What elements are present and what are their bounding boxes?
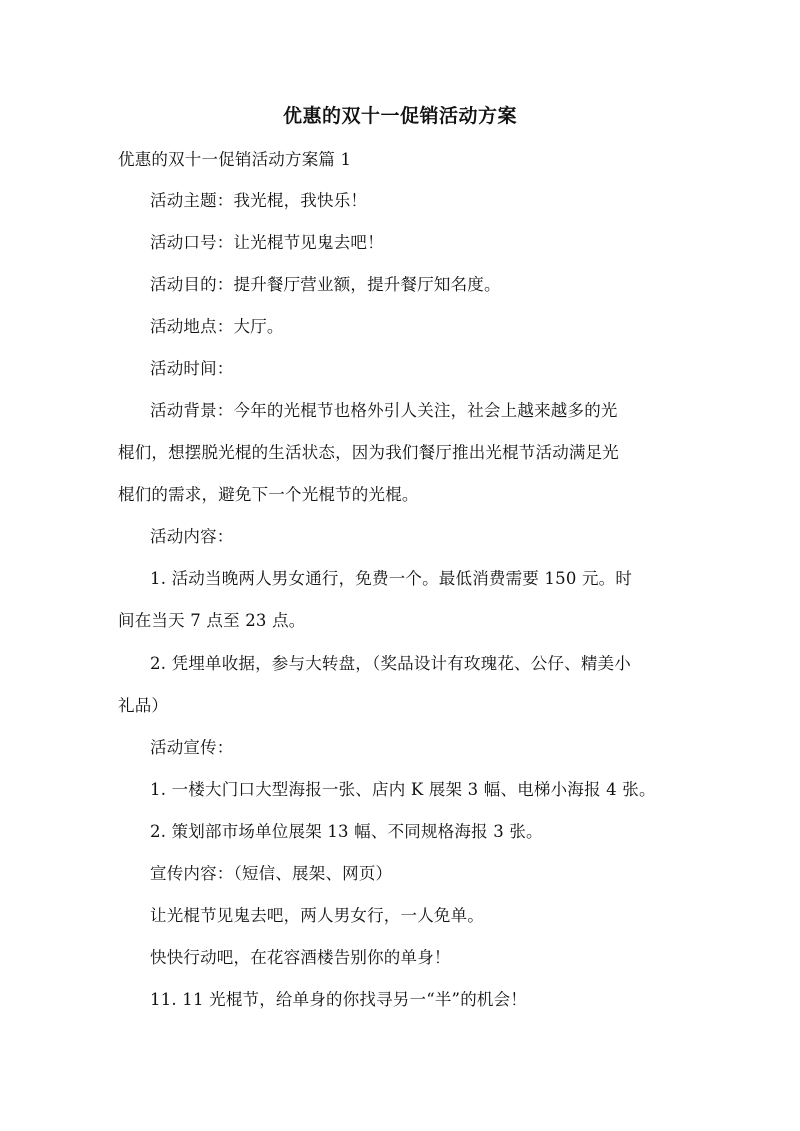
paragraph-purpose: 活动目的：提升餐厅营业额，提升餐厅知名度。	[150, 275, 501, 294]
paragraph-background-line-3: 棍们的需求，避免下一个光棍节的光棍。	[118, 485, 419, 504]
document-title: 优惠的双十一促销活动方案	[282, 105, 517, 127]
paragraph-promotion-item-1: 1. 一楼大门口大型海报一张、店内 K 展架 3 幅、电梯小海报 4 张。	[150, 780, 656, 799]
paragraph-slogan-4: 11. 11 光棍节，给单身的你找寻另一“半”的机会！	[150, 990, 527, 1009]
paragraph-background-line-2: 棍们，想摆脱光棍的生活状态，因为我们餐厅推出光棍节活动满足光	[118, 443, 619, 462]
paragraph-slogan-3: 快快行动吧，在花容酒楼告别你的单身！	[150, 948, 451, 967]
paragraph-theme: 活动主题：我光棍，我快乐！	[150, 191, 368, 210]
paragraph-content-item-1-line-1: 1. 活动当晚两人男女通行，免费一个。最低消费需要 150 元。时	[150, 569, 633, 588]
paragraph-content-item-2-line-1: 2. 凭埋单收据，参与大转盘，（奖品设计有玫瑰花、公仔、精美小	[150, 654, 631, 673]
paragraph-content-item-1-line-2: 间在当天 7 点至 23 点。	[118, 611, 306, 630]
paragraph-background-line-1: 活动背景：今年的光棍节也格外引人关注，社会上越来越多的光	[150, 401, 618, 420]
paragraph-slogan-2: 让光棍节见鬼去吧，两人男女行，一人免单。	[150, 906, 484, 925]
paragraph-content-item-2-line-2: 礼品）	[118, 696, 169, 715]
paragraph-promotion-item-2: 2. 策划部市场单位展架 13 幅、不同规格海报 3 张。	[150, 822, 543, 841]
paragraph-time: 活动时间：	[150, 359, 234, 378]
document-subtitle: 优惠的双十一促销活动方案篇 1	[118, 150, 352, 169]
paragraph-promotion-heading: 活动宣传：	[150, 738, 234, 757]
paragraph-promotion-content: 宣传内容：（短信、展架、网页）	[150, 864, 393, 883]
paragraph-slogan: 活动口号：让光棍节见鬼去吧！	[150, 233, 384, 252]
paragraph-location: 活动地点：大厅。	[150, 317, 284, 336]
paragraph-content-heading: 活动内容：	[150, 527, 234, 546]
